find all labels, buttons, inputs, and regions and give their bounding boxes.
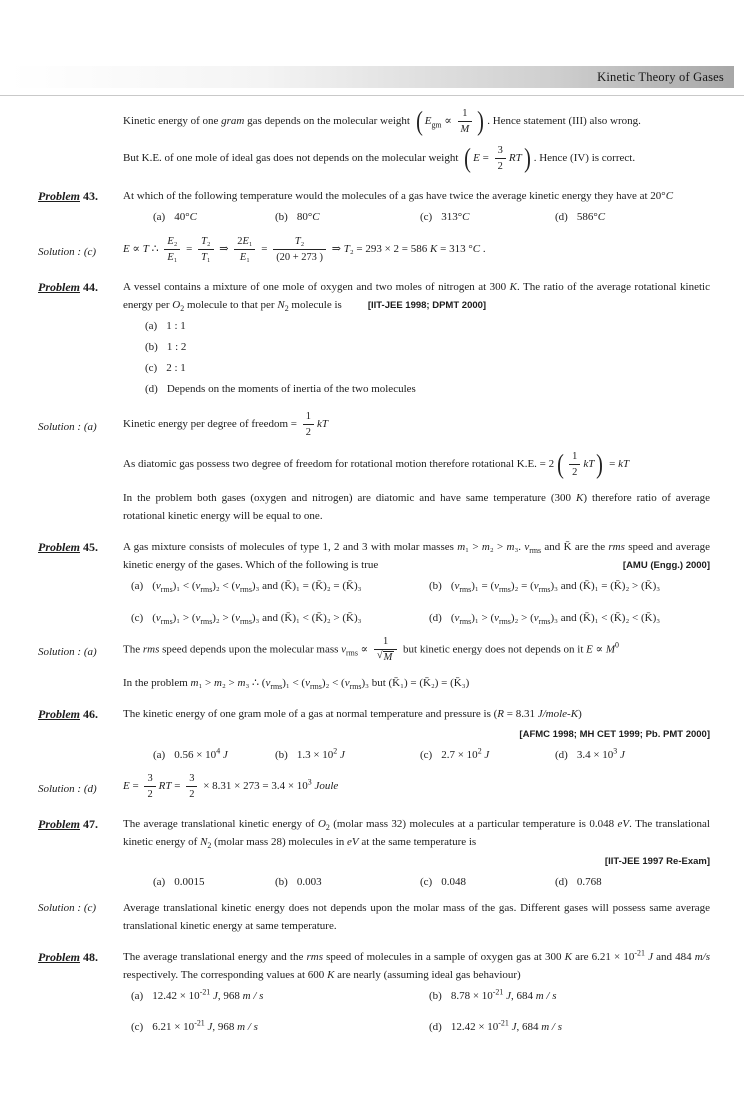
intro-line: Kinetic energy of one gram gas depends on the molecular weight ( $E_{gm}$ ∝ $\frac{1}{M}$ ) . Hence statement (III) also wrong. [123,106,641,137]
problem-label [38,280,98,294]
problem-word: Problem [38,707,80,722]
option [429,609,710,627]
problem-question: A vessel contains a mixture of one mole of oxygen and two moles of nitrogen at 300 K. The ratio of the average rotational kinetic energy per $O_2$ molecule to that per $N_2$ molecule is [IIT-JEE 1998; DPMT 2000] [123,280,710,313]
option-letter: (c) [420,211,433,224]
problem-number: 46. [83,707,98,722]
option-text: 586°C [576,211,606,224]
option-text: 0.768 [576,876,602,889]
option-text: $2.7 \times 10^2$ J [441,746,490,761]
problem-block [38,278,710,525]
fraction: $\frac{1}{2}$ [303,410,314,439]
problems-list [38,187,710,1036]
option-letter: (b) [275,748,288,761]
option [145,359,710,377]
option [131,609,429,627]
option-letter: (a) [131,580,144,593]
solution-label: Solution : (d) [38,782,97,795]
problem-word: Problem [38,279,80,294]
fraction: $\frac{\text{T₂}}{(20 + 273 )}$ [273,235,326,264]
option [429,987,710,1005]
options-group [123,873,710,891]
option [131,577,429,595]
option-letter: (a) [145,319,158,332]
option [420,208,555,226]
option-letter: (c) [420,876,433,889]
option-text: 313°C [441,211,470,224]
exam-citation-line [123,725,710,743]
problem-word: Problem [38,189,80,204]
options-group [123,317,710,399]
square-root: √ M [376,649,393,663]
option [420,746,555,764]
option-letter: (a) [153,876,166,889]
option-text: 2 : 1 [166,362,186,375]
header-divider [0,95,744,96]
option-text: $(v_{rms})_1 < (v_{rms})_2 < (v_{rms})_3$ and (K̄)₁ = (K̄)₂ = (K̄)₃ [152,580,362,595]
solution-text: In the problem m₁ > m₂ > m₃ ∴ $(v_{rms})_1 < (v_{rms})_2 < (v_{rms})_3$ but (K̄₁) = (K̄₂) = (K̄₃) [123,677,470,692]
option [555,746,710,764]
option-letter: (b) [429,990,442,1003]
option-text: $(v_{rms})_1 = (v_{rms})_2 = (v_{rms})_3$ and (K̄)₁ = (K̄)₂ > (K̄)₃ [450,580,661,595]
solution-label: Solution : (a) [38,645,97,658]
exam-citation: [AFMC 1998; MH CET 1999; Pb. PMT 2000] [519,728,710,740]
option-text: 1 : 2 [166,341,187,354]
option [131,1018,429,1036]
problem-question: The average translational energy and the rms speed of molecules in a sample of oxygen gas at 300 K are $6.21 \times 10^{-21}$ J and 484 m/s respectively. The corresponding values at 600 K are nearly (assuming ideal gas behaviour) [123,948,711,981]
problem-word: Problem [38,949,80,964]
option-letter: (c) [420,748,433,761]
fraction: $\frac{\text{2E₁}}{\text{E₁}}$ [234,235,255,264]
option [153,208,275,226]
option [131,987,429,1005]
option [420,873,555,891]
solution-text: Kinetic energy per degree of freedom = $\frac{1}{2}$ kT [123,410,328,438]
option-text: $12.42 \times 10^{-21}$ J, 684 m / s [450,1018,563,1034]
solution-content [123,409,710,526]
option-letter: (d) [145,383,158,396]
option-text: 0.0015 [174,876,205,889]
option-letter: (c) [131,1021,144,1034]
option-letter: (a) [131,990,144,1003]
exam-citation: [AMU (Engg.) 2000] [622,560,710,572]
intro-line: But K.E. of one mole of ideal gas does not depends on the molecular weight ( E = $\frac{3}{2}$ RT ) . Hence (IV) is correct. [123,143,636,174]
option-text: $(v_{rms})_1 > (v_{rms})_2 > (v_{rms})_3$ and (K̄)₁ < (K̄)₂ < (K̄)₃ [450,611,661,626]
option [275,746,420,764]
exam-citation-line [123,852,710,870]
problem-question: At which of the following temperature would the molecules of a gas have twice the average kinetic energy they have at 20°C [123,190,674,203]
solution-label: Solution : (c) [38,245,97,258]
option-text: $3.4 \times 10^3$ J [576,746,625,761]
solution-text: E = $\frac{3}{2}$ RT = $\frac{3}{2}$ × $8.31 \times 273 = 3.4 \times 10^3$ Joule [123,772,339,800]
problem-question: A gas mixture consists of molecules of type 1, 2 and 3 with molar masses m₁ > m₂ > m₃. $v_{rms}$ and K̄ are the rms speed and average kinetic energy of the gases. Which of the following is true [123,541,710,572]
options-group [123,746,710,764]
option-text: $0.56 \times 10^4$ J [174,746,228,761]
page-title: Kinetic Theory of Gases [597,69,724,84]
option-letter: (d) [555,211,568,224]
option [153,873,275,891]
exam-citation: [IIT-JEE 1998; DPMT 2000] [367,299,487,311]
problem-question: The kinetic energy of one gram mole of a gas at normal temperature and pressure is (R = 8.31 J/mole-K) [123,708,582,721]
option-letter: (c) [145,362,158,375]
solution-content [123,771,710,802]
problem-number: 45. [83,540,98,555]
option-text: $8.78 \times 10^{-21}$ J, 684 m / s [450,987,557,1003]
big-parentheses: ( $\frac{1}{2}$ kT ) [557,448,604,479]
problem-block [38,705,710,802]
fraction: $\frac{1}{M}$ [458,107,473,136]
fraction: $\frac{1}{2}$ [569,450,580,479]
solution-text: In the problem both gases (oxygen and nitrogen) are diatomic and have same temperature (300 K) therefore ratio of average rotational kinetic energy will be equal to one. [123,491,710,522]
problem-block [38,815,710,935]
option-letter: (b) [275,876,288,889]
problem-number: 43. [83,189,98,204]
fraction: $\frac{\text{T₂}}{\text{T₁}}$ [198,235,213,264]
option [429,577,710,595]
options-group [123,577,710,626]
problem-word: Problem [38,540,80,555]
option [145,317,710,335]
option-text: Depends on the moments of inertia of the two molecules [166,383,416,396]
option-letter: (d) [555,876,568,889]
options-group [123,987,710,1036]
option-letter: (b) [429,580,442,593]
solution-label: Solution : (a) [38,420,97,433]
problem-label [38,540,98,554]
option [555,873,710,891]
fraction: $\frac{\text{E₂}}{\text{E₁}}$ [164,235,180,264]
problem-number: 47. [83,817,98,832]
option-text: 80°C [296,211,320,224]
option [429,1018,710,1036]
solution-text: As diatomic gas possess two degree of freedom for rotational motion therefore rotational K.E. = 2 ( $\frac{1}{2}$ kT ) = kT [123,448,630,479]
problem-label [38,950,98,964]
option [145,338,710,356]
option-letter: (d) [429,1021,442,1034]
page-header [10,66,734,88]
options-group [123,208,710,226]
problem-label [38,817,98,831]
option [275,208,420,226]
option-text: $12.42 \times 10^{-21}$ J, 968 m / s [152,987,264,1003]
option [153,746,275,764]
option-text: 0.003 [296,876,322,889]
big-parentheses: ( $E_{gm}$ ∝ $\frac{1}{M}$ ) [415,106,485,137]
option-letter: (a) [153,211,166,224]
option-letter: (d) [429,611,442,624]
option [145,380,710,398]
problem-number: 48. [83,949,98,964]
problem-label [38,189,98,203]
option [555,208,710,226]
solution-content [123,899,710,935]
problem-label [38,707,98,721]
option [275,873,420,891]
option-letter: (d) [555,748,568,761]
intro-paragraphs [38,106,710,174]
problem-question: The average translational kinetic energy of $O_2$ (molar mass 32) molecules at a particular temperature is 0.048 eV. The translational kinetic energy of $N_2$ (molar mass 28) molecules in eV at the same temperature is [123,818,710,851]
option-letter: (a) [153,748,166,761]
option-text: $1.3 \times 10^2$ J [296,746,345,761]
solution-text: The rms speed depends upon the molecular mass $v_{rms}$ ∝ 1 √ M but kinetic energy does not depends on it $E \propto M^0$ [123,635,619,663]
solution-text: Average translational kinetic energy does not depends upon the molar mass of the gas. Different gases will possess same average translational kinetic energy at same temperature. [123,901,710,932]
problem-block [38,187,710,264]
solution-text: E ∝ T ∴ $\frac{\text{E₂}}{\text{E₁}}$ = $\frac{\text{T₂}}{\text{T₁}}$ ⇒ $\frac{\text{2E₁}}{\text{E₁}}$ = $\frac{\text{T₂}}{(20 + 273 )}$ ⇒ T₂ = 293 × 2 = 586 K = 313 °C . [123,235,486,263]
solution-label: Solution : (c) [38,901,97,914]
fraction: $\frac{3}{2}$ [144,772,155,801]
problem-number: 44. [83,279,98,294]
exam-citation: [IIT-JEE 1997 Re-Exam] [604,856,710,868]
option-text: 0.048 [441,876,466,889]
option-text: $6.21 \times 10^{-21}$ J, 968 m / s [152,1018,258,1034]
solution-content [123,634,710,693]
fraction: $\frac{3}{2}$ [495,144,506,173]
problem-block [38,948,710,1037]
option-letter: (b) [275,211,288,224]
option-letter: (b) [145,341,158,354]
fraction: $\frac{3}{2}$ [186,772,197,801]
option-text: 40°C [174,211,197,224]
option-text: $(v_{rms})_1 > (v_{rms})_2 > (v_{rms})_3$ and (K̄)₁ < (K̄)₂ > (K̄)₃ [152,611,362,626]
option-text: 1 : 1 [166,319,186,332]
problem-block [38,538,710,692]
big-parentheses: ( E = $\frac{3}{2}$ RT ) [464,143,531,174]
fraction: 1 √ M [374,635,397,665]
solution-content [123,234,710,265]
option-letter: (c) [131,611,144,624]
problem-word: Problem [38,817,80,832]
